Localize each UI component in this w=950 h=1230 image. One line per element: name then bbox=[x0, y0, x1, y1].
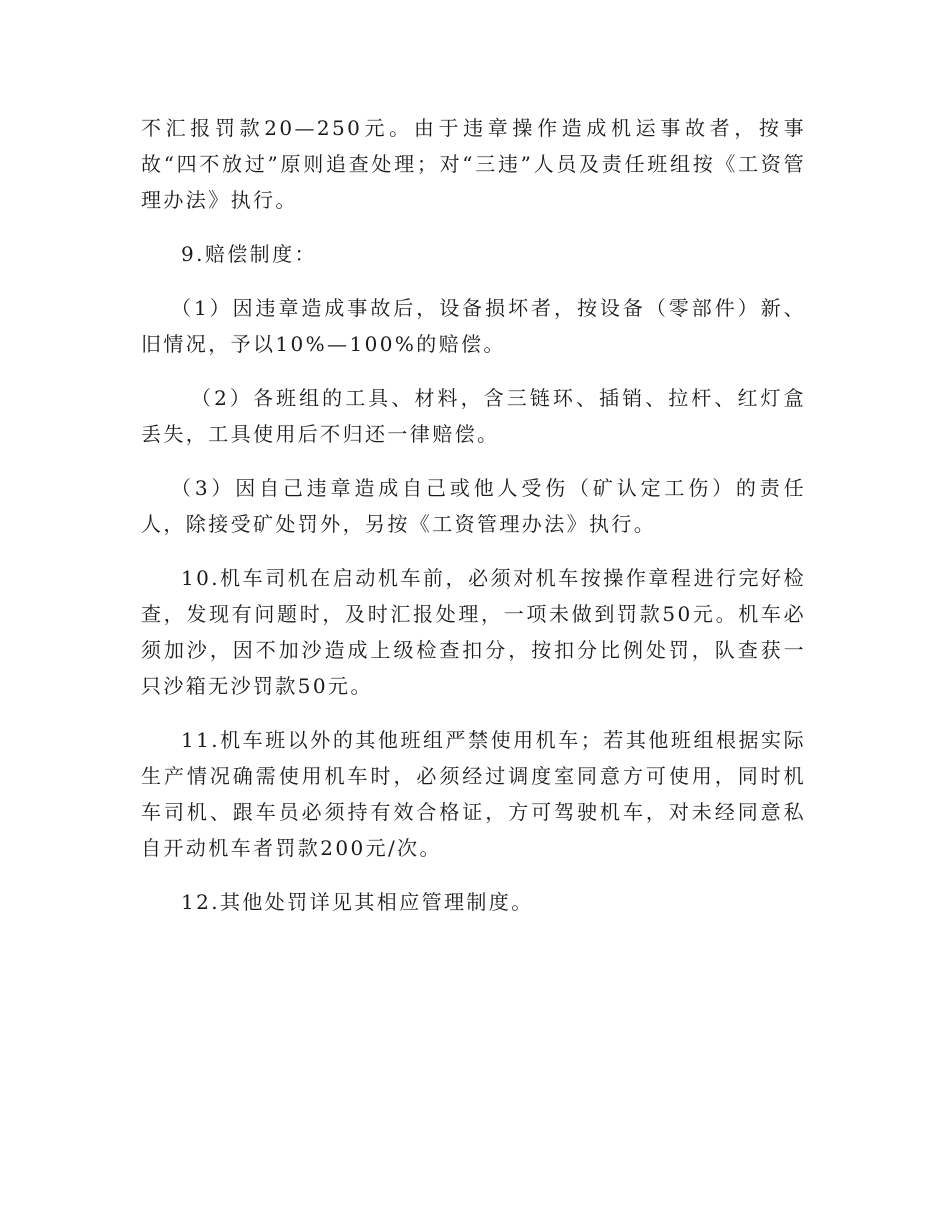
paragraph-compensation-item-2: （2）各班组的工具、材料，含三链环、插销、拉杆、红灯盒丢失，工具使用后不归还一律赔偿。 bbox=[141, 386, 806, 446]
paragraph-compensation-item-3: （3）因自己违章造成自己或他人受伤（矿认定工伤）的责任人，除接受矿处罚外，另按《工资管理办法》执行。 bbox=[141, 476, 806, 536]
paragraph-compensation-heading: 9.赔偿制度： bbox=[181, 242, 317, 266]
paragraph-compensation-item-1: （1）因违章造成事故后，设备损坏者，按设备（零部件）新、旧情况，予以10%—100%的赔偿。 bbox=[141, 296, 806, 356]
paragraph-continued-penalties: 不汇报罚款20—250元。由于违章操作造成机运事故者，按事故“四不放过”原则追查处理；对“三违”人员及责任班组按《工资管理办法》执行。 bbox=[141, 116, 806, 212]
paragraph-item-10: 10.机车司机在启动机车前，必须对机车按操作章程进行完好检查，发现有问题时，及时汇报处理，一项未做到罚款50元。机车必须加沙，因不加沙造成上级检查扣分，按扣分比例处罚，队查获一只沙箱无沙罚款50元。 bbox=[141, 566, 806, 698]
document-body bbox=[141, 110, 806, 938]
paragraph-item-11: 11.机车班以外的其他班组严禁使用机车；若其他班组根据实际生产情况确需使用机车时，必须经过调度室同意方可使用，同时机车司机、跟车员必须持有效合格证，方可驾驶机车，对未经同意私自开动机车者罚款200元/次。 bbox=[141, 728, 806, 860]
paragraph-item-12: 12.其他处罚详见其相应管理制度。 bbox=[181, 890, 534, 914]
